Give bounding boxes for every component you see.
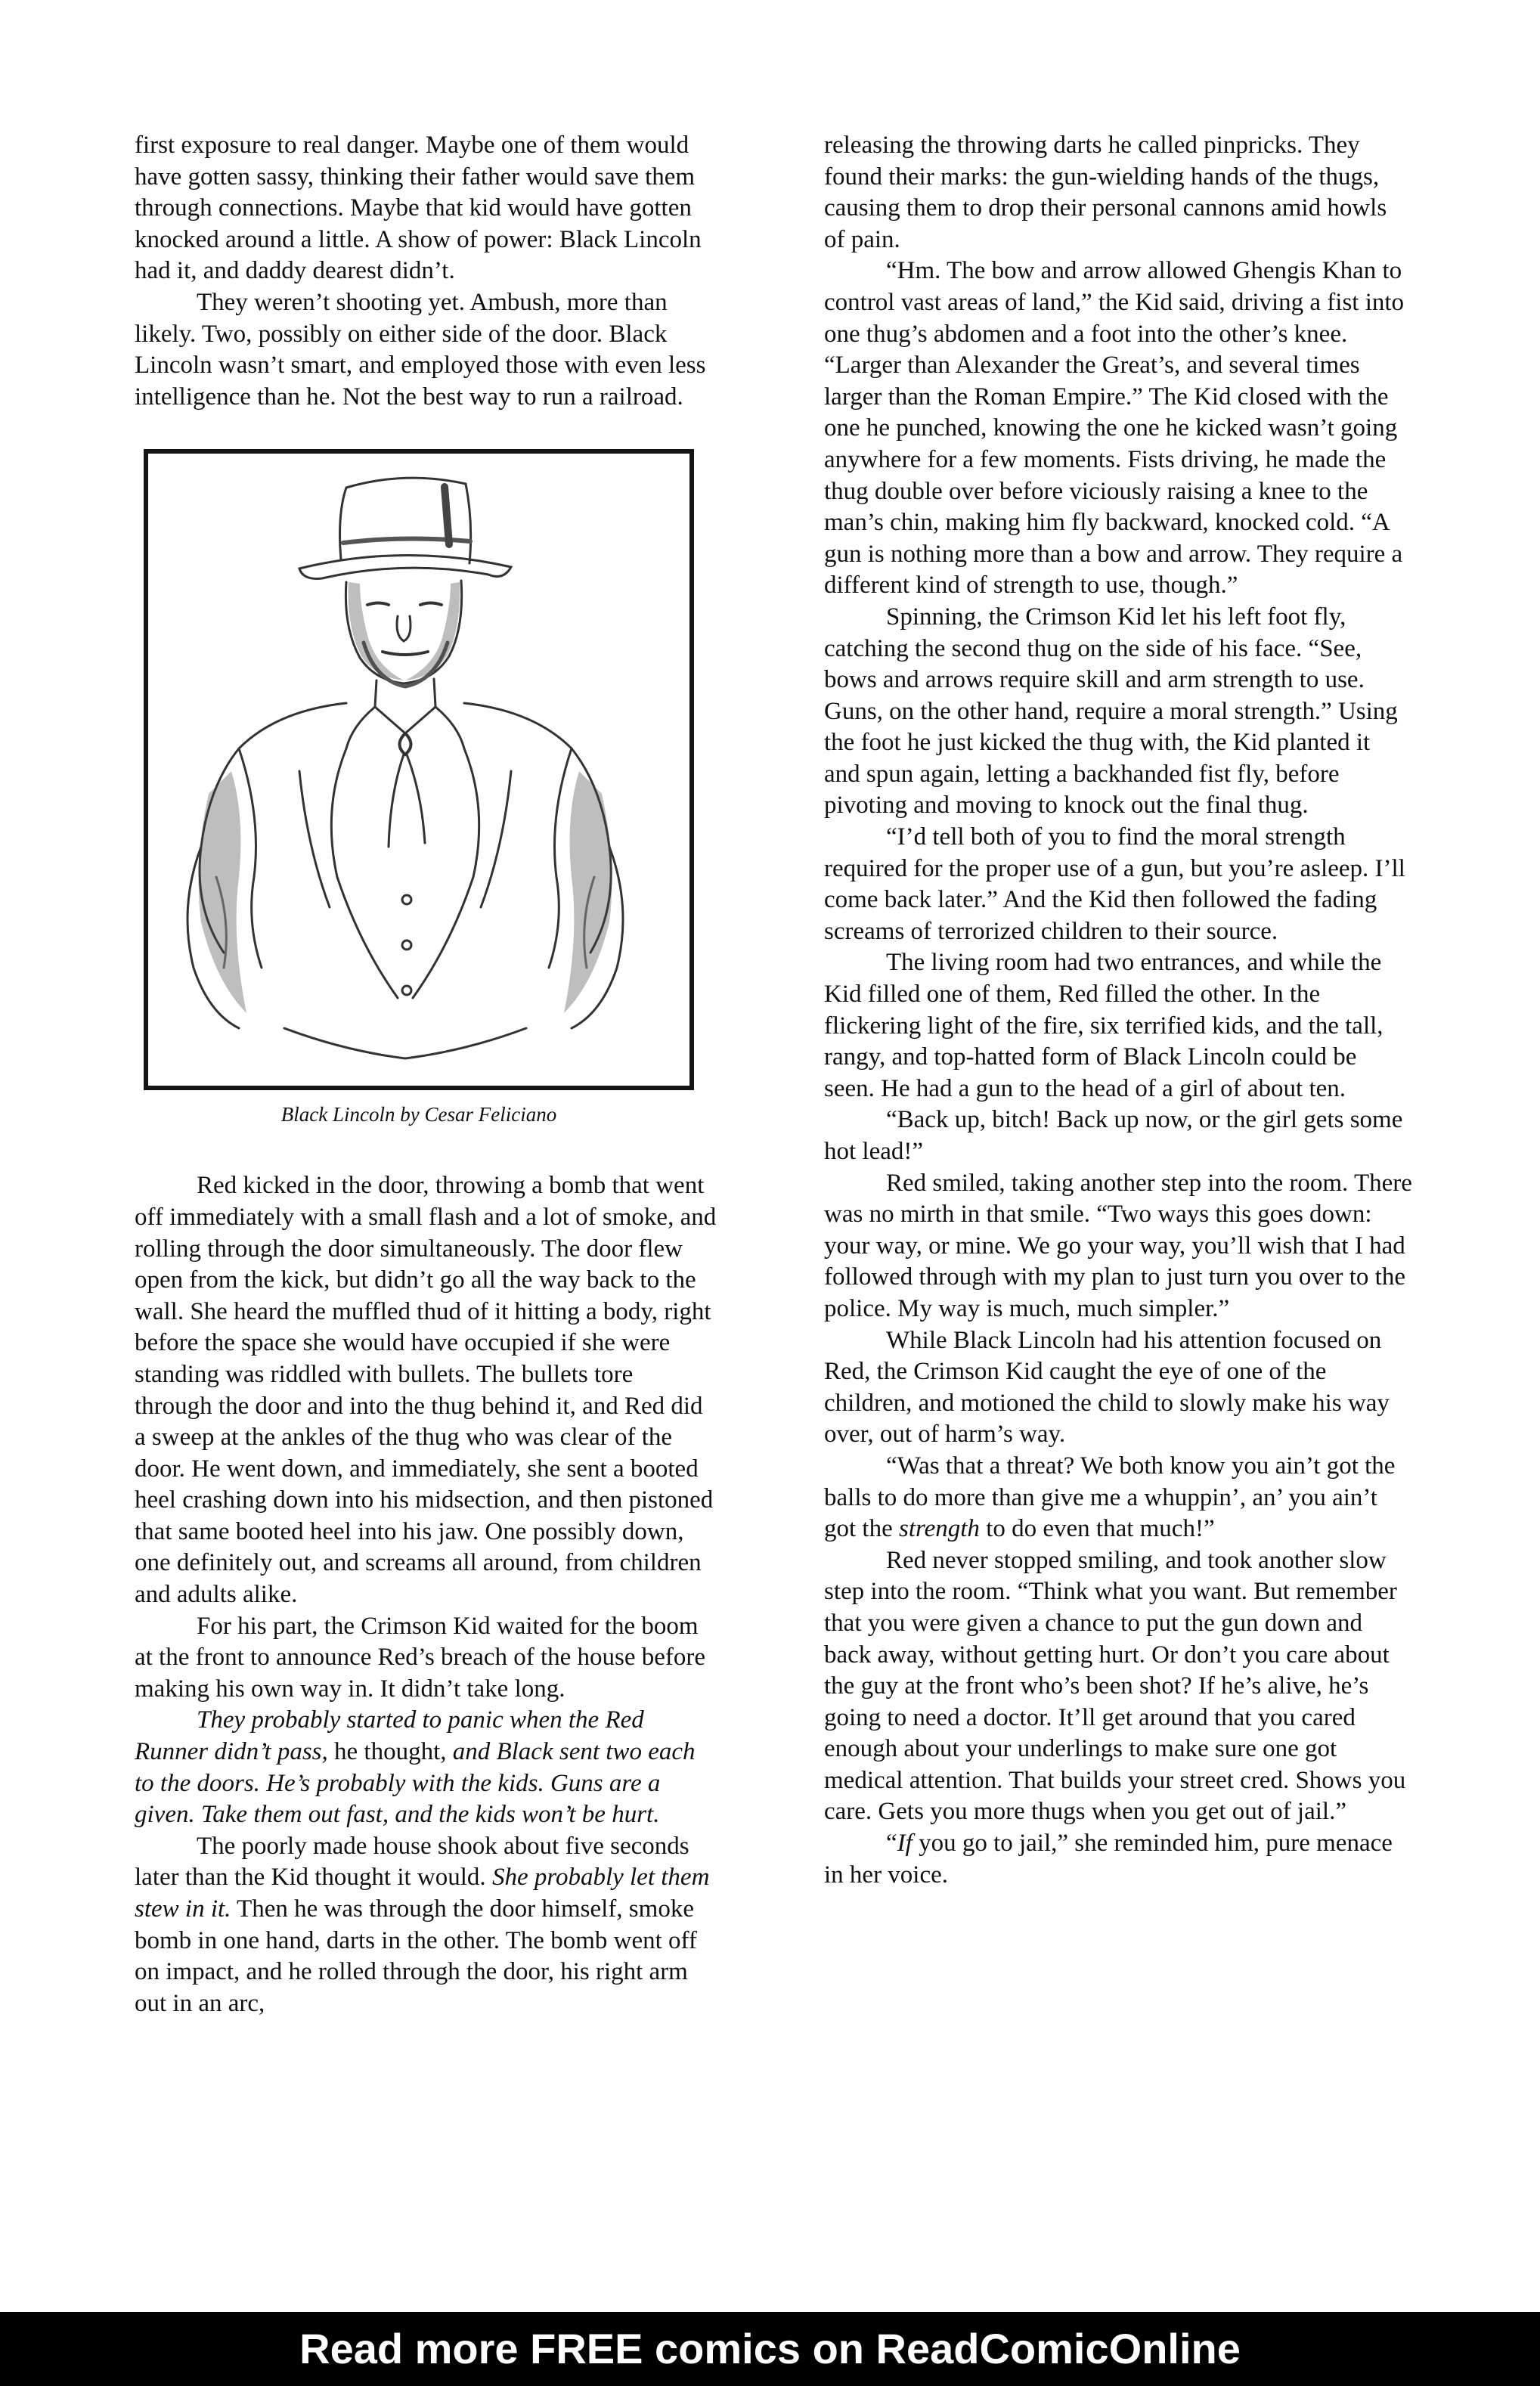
paragraph: [824, 1451, 1412, 1545]
paragraph: Spinning, the Crimson Kid let his left foot fly, catching the second thug on the side of his face. “See, bows and arrows require skill and arm strength to use. Guns, on the other hand, require a moral strength.” Using the foot he just kicked the thug with, the Kid planted it and spun again, letting a backhanded fist fly, before pivoting and moving to knock out the final thug.: [824, 603, 1398, 820]
text-run: to do even that much!”: [979, 1515, 1215, 1543]
italic-thought: and Black sent two each to the doors. He’s probably with the kids. Guns are a given. Take them out fast, and the kids won’t be hurt.: [135, 1738, 696, 1829]
paragraph: first exposure to real danger. Maybe one of them would have gotten sassy, thinking their father would save them through connections. Maybe that kid would have gotten knocked around a little. A show of power: Black Lincoln had it, and daddy dearest didn’t.: [135, 132, 702, 285]
paragraph: Red kicked in the door, throwing a bomb that went off immediately with a small flash and a lot of smoke, and rolling through the door simultaneously. The door flew open from the kick, but didn’t go all the way back to the wall. She heard the muffled thud of it hitting a body, right before the space she would have occupied if she were standing was riddled with bullets. The bullets tore through the door and into the thug behind it, and Red did a sweep at the ankles of the thug who was clear of the door. He went down, and immediately, she sent a booted heel crashing down into his midsection, and then pistoned that same booted heel into his jaw. One possibly down, one definitely out, and screams all around, from children and adults alike.: [135, 1172, 717, 1609]
text-run: The poorly made house shook about five seconds later than the Kid thought it would.: [135, 1832, 689, 1892]
text-run: Then he was through the door himself, smoke bomb in one hand, darts in the other. The bomb went off on impact, and he rolled through the door, his right arm out in an arc,: [135, 1895, 697, 2017]
paragraph: The living room had two entrances, and while the Kid filled one of them, Red filled the other. In the flickering light of the fire, six terrified kids, and the tall, rangy, and top-hatted form of Black Lincoln could be seen. He had a gun to the head of a girl of about ten.: [824, 949, 1384, 1102]
paragraph: [135, 1705, 717, 1830]
paragraph: “Back up, bitch! Back up now, or the girl gets some hot lead!”: [824, 1106, 1403, 1165]
right-column: [824, 130, 1412, 1891]
paragraph: [135, 1831, 717, 2020]
left-column: [135, 130, 717, 2019]
italic-word: If: [897, 1830, 913, 1858]
paragraph: While Black Lincoln had his attention focused on Red, the Crimson Kid caught the eye of one of the children, and motioned the child to slowly make his way over, out of harm’s way.: [824, 1326, 1390, 1449]
italic-thought: They probably started to panic when the Red Runner didn’t pass,: [135, 1706, 644, 1766]
italic-thought: She probably let them stew in it.: [135, 1864, 710, 1923]
paragraph: Red smiled, taking another step into the room. There was no mirth in that smile. “Two ways this goes down: your way, or mine. We go your way, you’ll wish that I had followed through with my plan to just turn you over to the police. My way is much, much simpler.”: [824, 1169, 1412, 1322]
text-run: he thought,: [327, 1738, 453, 1766]
text-run: “: [886, 1830, 897, 1858]
sketch-drawing: [148, 454, 689, 1086]
read-more-banner-link[interactable]: Read more FREE comics on ReadComicOnline: [0, 2312, 1540, 2386]
text-run: “Was that a threat? We both know you ain’t got the balls to do more than give me a whuppin’, an’ you ain’t got the: [824, 1452, 1396, 1543]
paragraph: releasing the throwing darts he called pinpricks. They found their marks: the gun-wielding hands of the thugs, causing them to drop their personal cannons amid howls of pain.: [824, 132, 1387, 253]
paragraph: [824, 1828, 1412, 1891]
text-run: you go to jail,” she reminded him, pure menace in her voice.: [824, 1830, 1393, 1889]
paragraph: “Hm. The bow and arrow allowed Ghengis Khan to control vast areas of land,” the Kid said, driving a fist into one thug’s abdomen and a foot into the other’s knee. “Larger than Alexander the Great’s, and several times larger than the Roman Empire.” The Kid closed with the one he punched, knowing the one he kicked wasn’t going anywhere for a few moments. Fists driving, he made the thug double over before viciously raising a knee to the man’s chin, making him fly backward, knocked cold. “A gun is nothing more than a bow and arrow. They require a different kind of strength to use, though.”: [824, 257, 1405, 600]
paragraph: “I’d tell both of you to find the moral strength required for the proper use of a gun, but you’re asleep. I’ll come back later.” And the Kid then followed the fading screams of terrorized children to their source.: [824, 823, 1405, 945]
black-lincoln-illustration: [144, 449, 694, 1090]
illustration-caption: Black Lincoln by Cesar Feliciano: [280, 1103, 557, 1126]
paragraph: For his part, the Crimson Kid waited for the boom at the front to announce Red’s breach of the house before making his own way in. It didn’t take long.: [135, 1612, 706, 1703]
paragraph: Red never stopped smiling, and took another slow step into the room. “Think what you want. But remember that you were given a chance to put the gun down and back away, without getting hurt. Or don’t you care about the guy at the front who’s been shot? If he’s alive, he’s going to need a doctor. It’ll get around that you cared enough about your underlings to make sure one got medical attention. That builds your street cred. Shows you care. Gets you more thugs when you get out of jail.”: [824, 1546, 1406, 1826]
italic-word: strength: [898, 1515, 980, 1543]
paragraph: They weren’t shooting yet. Ambush, more than likely. Two, possibly on either side of the door. Black Lincoln wasn’t smart, and employed those with even less intelligence than he. Not the best way to run a railroad.: [135, 288, 706, 411]
